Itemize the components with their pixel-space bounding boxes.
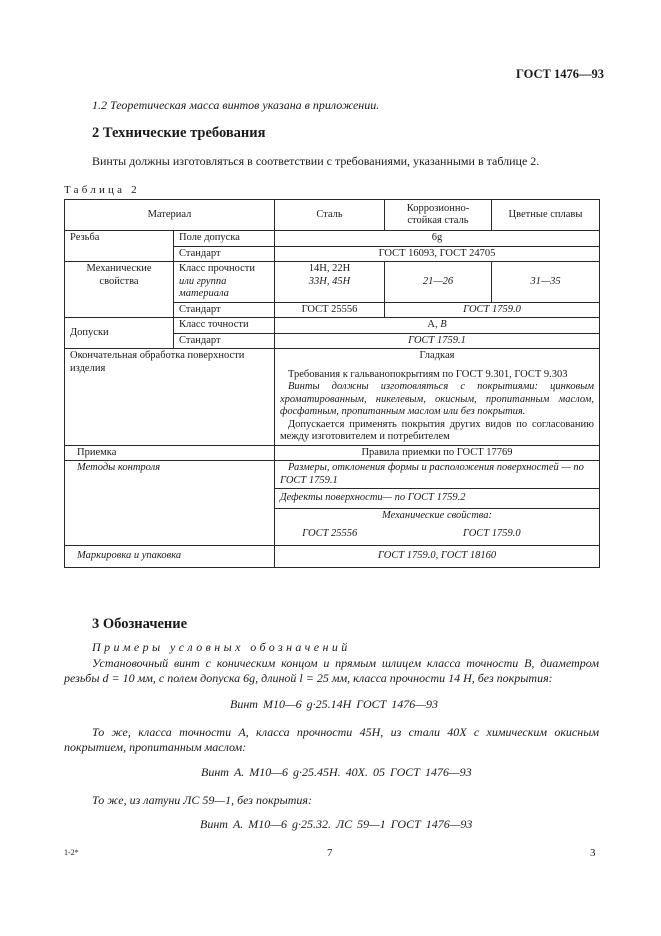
table-row	[65, 262, 600, 303]
table-caption: Таблица 2	[64, 184, 140, 196]
tol-accuracy-value	[275, 318, 600, 334]
row-label-thread: Резьба	[65, 231, 174, 262]
footer-sheet-number: 3	[590, 847, 596, 859]
table-row	[65, 445, 600, 461]
header-steel: Сталь	[275, 200, 385, 231]
row-label-finishing: Окончательная обработка поверхности изделия	[65, 349, 275, 446]
row-label-control: Методы контроля	[65, 461, 275, 546]
row-label-marking: Маркировка и упаковка	[65, 545, 275, 567]
mech-class-label-line1: Класс прочности	[179, 263, 255, 274]
thread-standard-value: ГОСТ 16093, ГОСТ 24705	[275, 246, 600, 262]
finishing-galvanic: Требования к гальванопокрытиям по ГОСТ 9.301, ГОСТ 9.303	[288, 368, 568, 380]
finishing-smooth: Гладкая	[419, 350, 455, 361]
header-nonferrous: Цветные сплавы	[492, 200, 600, 231]
header-material: Материал	[65, 200, 275, 231]
example-2-text: То же, класса точности А, класса прочности 45Н, из стали 40Х с химическим окисным покрытием, пропитанным маслом:	[64, 725, 599, 754]
tol-accuracy-label: Класс точности	[174, 318, 275, 334]
example-1-text: Установочный винт с коническим концом и прямым шлицем класса точности В, диаметром резьбы d = 10 мм, с полем допуска 6g, длиной l = 25 мм, класса прочности 14 Н, без покрытия:	[64, 656, 599, 685]
table-row	[65, 349, 600, 446]
tol-accuracy-b: В	[440, 319, 447, 330]
row-label-acceptance: Приемка	[65, 445, 275, 461]
section-3-title: 3 Обозначение	[92, 616, 188, 632]
control-dimensions: Размеры, отклонения формы и расположения поверхностей — по ГОСТ 1759.1	[275, 461, 600, 489]
table-row	[65, 318, 600, 334]
control-mech-steel: ГОСТ 25556	[275, 523, 385, 545]
mech-standard-label: Стандарт	[174, 302, 275, 318]
note-theoretical-mass: 1.2 Теоретическая масса винтов указана в приложении.	[92, 98, 380, 112]
mech-class-steel-line1: 14Н, 22Н	[308, 263, 351, 274]
document-code: ГОСТ 1476—93	[516, 67, 605, 81]
section-2-intro: Винты должны изготовляться в соответствии с требованиями, указанными в таблице 2.	[92, 154, 540, 168]
control-mech-other: ГОСТ 1759.0	[385, 523, 600, 545]
example-2-code: Винт А. М10—6 g·25.45Н. 40Х. 05 ГОСТ 1476—93	[201, 765, 472, 779]
acceptance-value: Правила приемки по ГОСТ 17769	[275, 445, 600, 461]
table-row	[65, 545, 600, 567]
table-row	[65, 461, 600, 489]
examples-heading: Примеры условных обозначений	[92, 640, 351, 654]
marking-value: ГОСТ 1759.0, ГОСТ 18160	[275, 545, 600, 567]
requirements-table	[64, 199, 600, 568]
row-label-tolerances: Допуски	[65, 318, 174, 349]
header-stainless: Коррозионно-стойкая сталь	[385, 200, 492, 231]
footer-left-mark: 1-2*	[64, 848, 79, 857]
mech-class-steel	[275, 262, 385, 303]
tol-standard-value: ГОСТ 1759.1	[275, 333, 600, 349]
thread-tolerance-label: Поле допуска	[174, 231, 275, 247]
mech-class-label	[174, 262, 275, 303]
footer-page-number: 7	[327, 847, 333, 859]
table-header-row	[65, 200, 600, 231]
tol-standard-label: Стандарт	[174, 333, 275, 349]
mech-class-steel-line2: 33Н, 45Н	[308, 275, 351, 287]
example-1-code: Винт М10—6 g·25.14Н ГОСТ 1476—93	[230, 697, 438, 711]
mech-standard-other: ГОСТ 1759.0	[385, 302, 600, 318]
mech-class-label-line2: или группа материала	[179, 275, 229, 299]
control-defects: Дефекты поверхности— по ГОСТ 1759.2	[275, 489, 600, 509]
finishing-value	[275, 349, 600, 446]
finishing-coated: Винты должны изготовляться с покрытиями: цинковым хроматированным, никелевым, окисным, пропитанным маслом, фосфатным, пропитанным маслом или без покрытия.	[280, 381, 594, 417]
row-label-mechanical: Механические свойства	[65, 262, 174, 318]
example-3-text: То же, из латуни ЛС 59—1, без покрытия:	[92, 793, 312, 807]
control-mech-title: Механические свойства:	[275, 508, 600, 523]
thread-tolerance-value: 6g	[275, 231, 600, 247]
finishing-other: Допускается применять покрытия других видов по согласованию между изготовителем и потребителем	[280, 418, 594, 442]
mech-class-nonferrous: 31—35	[492, 262, 600, 303]
tol-accuracy-a: А,	[427, 319, 438, 330]
example-3-code: Винт А. М10—6 g·25.32. ЛС 59—1 ГОСТ 1476—93	[200, 817, 473, 831]
table-row	[65, 231, 600, 247]
mech-standard-steel: ГОСТ 25556	[275, 302, 385, 318]
thread-standard-label: Стандарт	[174, 246, 275, 262]
mech-class-stainless: 21—26	[385, 262, 492, 303]
section-2-title: 2 Технические требования	[92, 125, 266, 141]
